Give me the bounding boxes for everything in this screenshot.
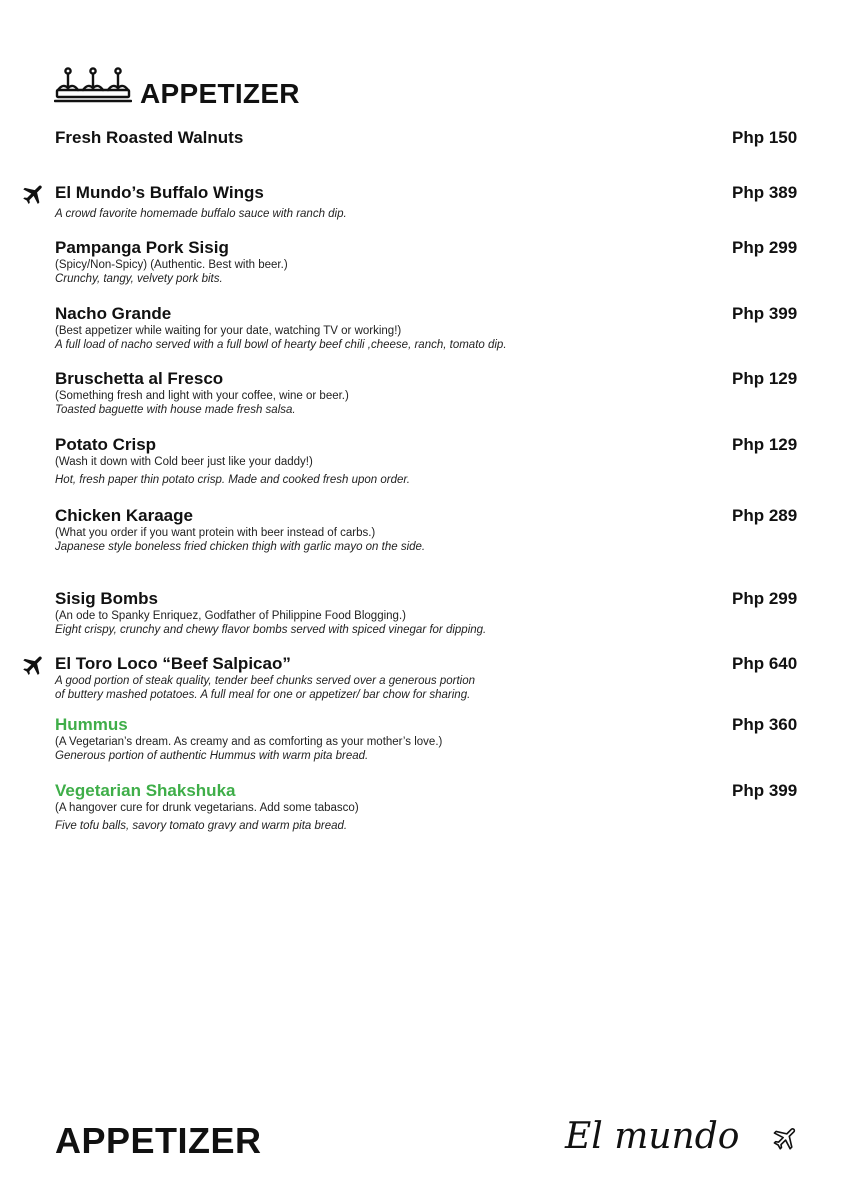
item-price: Php 399 <box>732 304 798 323</box>
item-name: Bruschetta al Fresco <box>55 369 224 388</box>
item-description: Eight crispy, crunchy and chewy flavor bombs served with spiced vinegar for dipping. <box>55 624 487 636</box>
item-price: Php 129 <box>732 435 798 454</box>
item-name: Potato Crisp <box>55 435 157 454</box>
item-note: (An ode to Spanky Enriquez, Godfather of Philippine Food Blogging.) <box>55 610 406 622</box>
item-name: El Mundo’s Buffalo Wings <box>55 183 264 202</box>
item-price: Php 360 <box>732 715 798 734</box>
item-note: (Wash it down with Cold beer just like your daddy!) <box>55 456 313 468</box>
item-description: A crowd favorite homemade buffalo sauce with ranch dip. <box>55 208 347 220</box>
item-description: A good portion of steak quality, tender beef chunks served over a generous portion <box>55 675 476 687</box>
item-description: Japanese style boneless fried chicken thigh with garlic mayo on the side. <box>55 541 426 553</box>
item-price: Php 399 <box>732 781 798 800</box>
item-description: Toasted baguette with house made fresh salsa. <box>55 404 296 416</box>
menu-item <box>55 715 815 763</box>
item-description: Crunchy, tangy, velvety pork bits. <box>55 273 223 285</box>
item-price: Php 389 <box>732 183 798 202</box>
item-note: (Best appetizer while waiting for your date, watching TV or working!) <box>55 325 402 337</box>
item-note: (A Vegetarian’s dream. As creamy and as comforting as your mother’s love.) <box>55 736 443 748</box>
item-name: Fresh Roasted Walnuts <box>55 128 244 147</box>
airplane-icon <box>21 652 47 678</box>
item-note: (Spicy/Non-Spicy) (Authentic. Best with beer.) <box>55 259 288 271</box>
item-price: Php 640 <box>732 654 798 673</box>
item-name-vegetarian: Vegetarian Shakshuka <box>55 781 236 800</box>
airplane-icon <box>772 1124 800 1152</box>
item-description: Hot, fresh paper thin potato crisp. Made and cooked fresh upon order. <box>55 474 411 486</box>
item-price: Php 299 <box>732 589 798 608</box>
item-price: Php 289 <box>732 506 798 525</box>
item-price: Php 299 <box>732 238 798 257</box>
item-description: Generous portion of authentic Hummus with warm pita bread. <box>55 750 369 762</box>
menu-item <box>55 506 815 554</box>
item-name: Nacho Grande <box>55 304 172 323</box>
item-price: Php 129 <box>732 369 798 388</box>
item-name: Pampanga Pork Sisig <box>55 238 229 257</box>
menu-item <box>55 369 815 417</box>
canapes-icon <box>54 66 132 104</box>
item-note: (A hangover cure for drunk vegetarians. Add some tabasco) <box>55 802 359 814</box>
menu-item <box>55 128 815 148</box>
item-price: Php 150 <box>732 128 798 147</box>
menu-item <box>55 304 815 352</box>
menu-item <box>55 183 815 221</box>
menu-item <box>55 238 815 286</box>
page-title: APPETIZER <box>140 78 300 109</box>
menu-item <box>55 654 815 702</box>
footer-title: APPETIZER <box>55 1120 262 1161</box>
item-description: Five tofu balls, savory tomato gravy and warm pita bread. <box>55 820 348 832</box>
brand-logo: El mundo <box>565 1116 740 1157</box>
item-name: Sisig Bombs <box>55 589 158 608</box>
item-name-vegetarian: Hummus <box>55 715 128 734</box>
item-name: Chicken Karaage <box>55 506 193 525</box>
item-description: A full load of nacho served with a full bowl of hearty beef chili ,cheese, ranch, tomato dip. <box>55 339 507 351</box>
item-description-line2: of buttery mashed potatoes. A full meal for one or appetizer/ bar chow for sharing. <box>55 689 471 701</box>
menu-item <box>55 781 815 833</box>
item-note: (What you order if you want protein with beer instead of carbs.) <box>55 527 376 539</box>
airplane-icon <box>21 181 47 207</box>
item-note: (Something fresh and light with your coffee, wine or beer.) <box>55 390 349 402</box>
menu-item <box>55 589 815 637</box>
item-name: El Toro Loco “Beef Salpicao” <box>55 654 291 673</box>
menu-item <box>55 435 815 487</box>
